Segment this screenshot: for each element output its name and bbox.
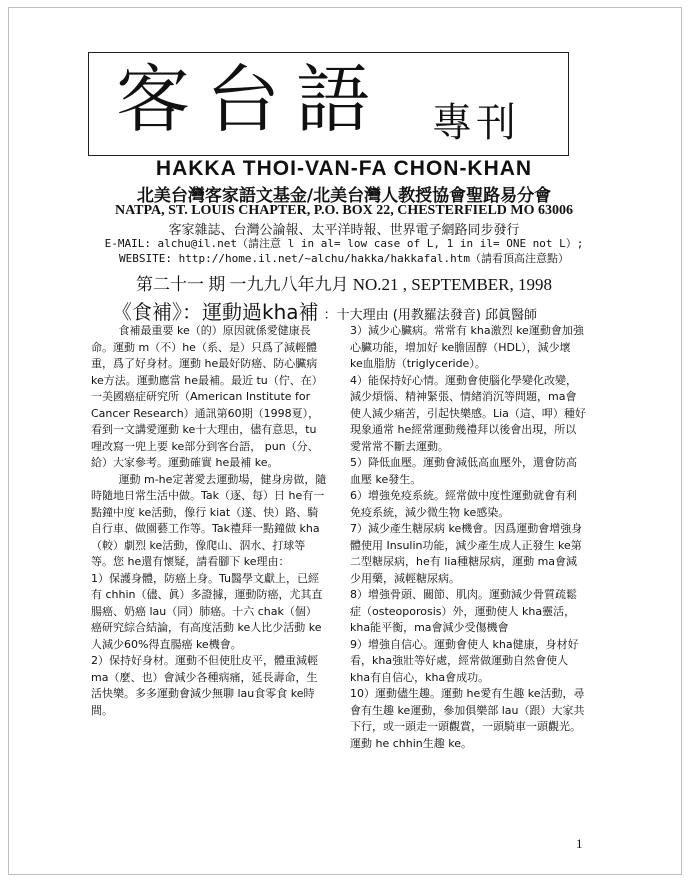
paragraph: 10）運動儘生趣。運動 he愛有生趣 ke活動，尋會有生趣 ke運動，參加俱樂部 lau（跟）大家共下行，或一頭走一頭觀賞，一頭騎車一頭觀光。運動 he chhin生趣 ke。 xyxy=(350,687,585,750)
paragraph: 4）能保持好心情。運動會使腦化學變化改變，減少煩惱、精神緊張、情緒消沉等問題，ma會使人減少痛苦，引起快樂感。Lia（這、呷）種好現象通常 he經常運動幾禮拜以後會出現，所以愛常常不斷去運動。 xyxy=(350,373,586,453)
issue-line: 第二十一 期 一九九八年九月 NO.21 , SEPTEMBER, 1998 xyxy=(135,275,553,294)
paragraph: 運動 m-he定著愛去運動場，健身房做，隨時隨地日常生活中做。Tak（逐、每）日 he有一點鐘中度 ke活動，像行 kiat（遂、快）路、騎自行車、做園藝工作等。Tak禮拜一點鐘做 kha（較）劇烈 ke活動，像爬山、泅水、打球等等。您 he還有懷疑，請看腳下 ke理由： xyxy=(91,472,327,568)
article-main-title: 《食補》：運動過kha補 xyxy=(112,300,319,324)
email-line: E-MAIL: alchu@il.net（請注意 l in al= low case of L, 1 in il= ONE not L）; xyxy=(104,237,584,250)
paragraph: 9）增強自信心。運動會使人 kha健康，身材好看，kha強壯等好處，經常做運動自然會使人 kha有自信心，kha會成功。 xyxy=(350,637,579,684)
paragraph: 7）減少產生糖尿病 ke機會。因爲運動會增強身體使用 Insulin功能，減少產生成人正發生 ke第二型糖尿病，he有 lia種糖尿病，運動 ma會減少用藥，減輕糖尿病。 xyxy=(350,522,583,585)
website-line: WEBSITE: http://home.il.net/~alchu/hakka/hakkafal.htm（請看頂高注意點） xyxy=(119,252,569,265)
masthead-title: 客台語 xyxy=(116,57,386,143)
paragraph: 3）減少心臟病。常常有 kha激烈 ke運動會加強心臟功能，增加好 ke膽固醇（HDL），減少壞 ke血脂肪（triglyceride）。 xyxy=(350,324,584,370)
paragraph: 1）保護身體，防癌上身。Tu醫學文獻上，已經有 chhin（儘、眞）多證據，運動防癌，尤其直腸癌、奶癌 lau（同）肺癌。十六 chak（個）癌研究綜合結論，有高度活動 ke人比少活動 ke人減少60%得直腸癌 ke機會。 xyxy=(91,571,323,651)
paragraph: 6）增強免疫系統。經常做中度性運動就會有利免疫系統，減少微生物 ke感染。 xyxy=(350,489,577,519)
partner-publications: 客家雜誌、台灣公論報、太平洋時報、世界電子網路同步發行 xyxy=(168,223,520,238)
right-column xyxy=(350,323,586,752)
organization-line: 北美台灣客家語文基金/北美台灣人教授協會聖路易分會 xyxy=(136,186,552,206)
article-title xyxy=(112,296,537,325)
left-column xyxy=(91,323,327,719)
paragraph: 8）增強骨頭、關節、肌肉。運動減少骨質疏鬆症（osteoporosis）外，運動使人 kha靈活，kha能平衡，ma會減少受傷機會 xyxy=(350,588,577,634)
paragraph: 2）保持好身材。運動不但使肚皮平，體重減輕 ma（麼、也）會減少各種病痛，延長壽命，生活快樂。多多運動會減少無聊 lau食零食 ke時間。 xyxy=(91,654,318,717)
article-byline: ：十大理由 (用教羅法發音) 邱眞醫師 xyxy=(323,308,538,323)
masthead-subtitle: 專刊 xyxy=(432,100,520,146)
romanized-title: HAKKA THOI-VAN-FA CHON-KHAN xyxy=(155,157,533,180)
paragraph: 食補最重要 ke（的）原因就係愛健康長命。運動 m（不）he（系、是）只爲了減輕體重，爲了好身材。運動 he最好防癌、防心臟病 ke方法。運動應當 he最補。最近 tu（佇、在）一美國癌症研究所（American Institute for Cancer Research）通訊第60期（1998夏），看到一文講愛運動 ke十大理由，儘有意思，tu哩改寫一兜上要 ke部分到客台語， pun（分、給）大家參考。運動確實 he最補 ke。 xyxy=(91,324,323,469)
mailing-address: NATPA, ST. LOUIS CHAPTER, P.O. BOX 22, CHESTERFIELD MO 63006 xyxy=(114,203,574,218)
paragraph: 5）降低血壓。運動會減低高血壓外，還會防高血壓 ke發生。 xyxy=(350,456,577,486)
page-number: 1 xyxy=(576,836,583,851)
